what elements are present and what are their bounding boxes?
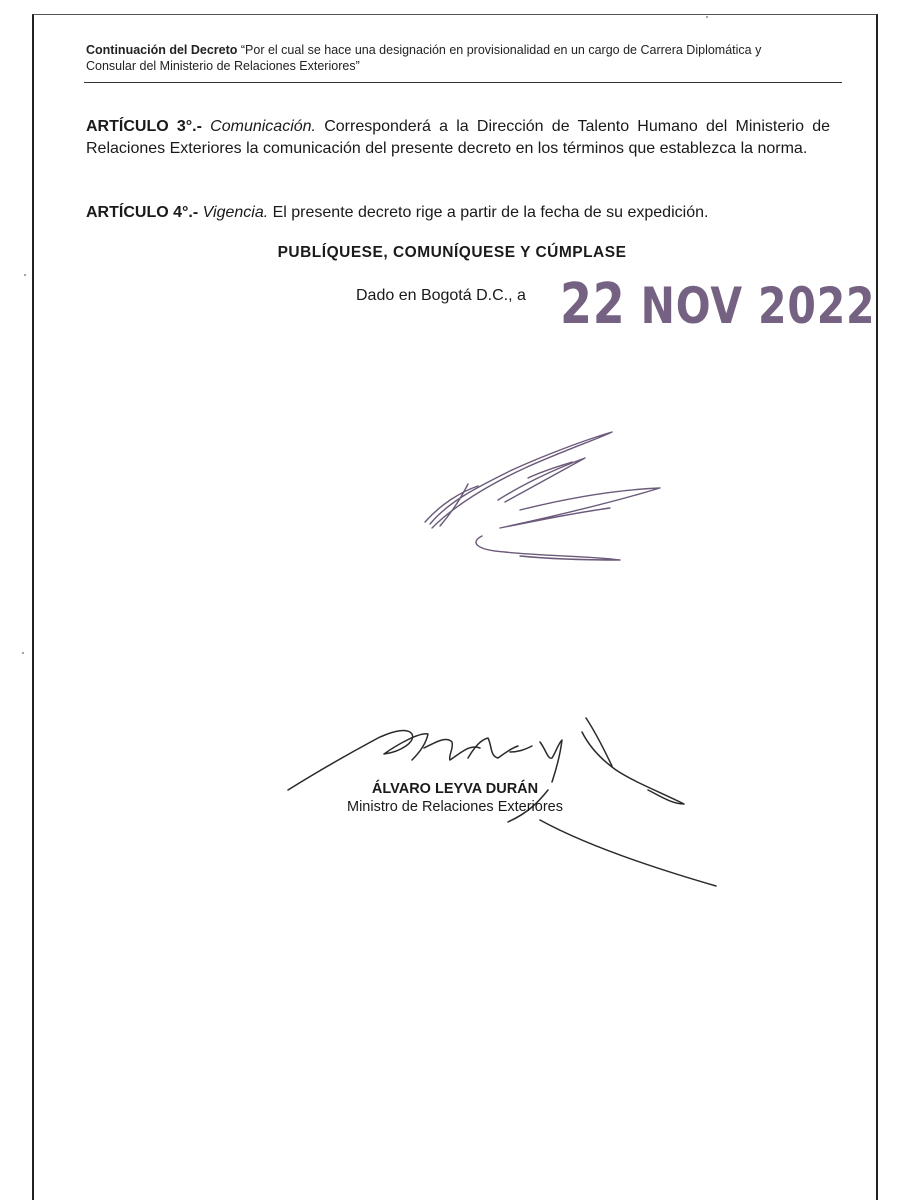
scan-speck (22, 652, 24, 654)
article-4-label: ARTÍCULO 4°.- (86, 204, 199, 221)
header-lead: Continuación del Decreto (86, 43, 238, 57)
article-4-text: El presente decreto rige a partir de la fecha de su expedición. (272, 204, 709, 221)
article-4 (86, 202, 830, 224)
header-title: “Por el cual se hace una designación en provisionalidad en un cargo de Carrera Diplomática y Consular del Ministerio de Relaciones Exteriores” (86, 43, 762, 73)
article-3-text: Corresponderá a la Dirección de Talento Humano del Ministerio de Relaciones Exteriores la comunicación del presente decreto en los términos que establezca la norma. (86, 118, 831, 157)
date-stamp (560, 272, 875, 337)
header-divider (84, 82, 842, 83)
date-stamp-day: 22 (560, 272, 626, 337)
signer-title: Ministro de Relaciones Exteriores (347, 799, 563, 815)
article-3-label: ARTÍCULO 3°.- (86, 118, 202, 135)
signer-name: ÁLVARO LEYVA DURÁN (371, 781, 539, 797)
date-stamp-month-year: NOV 2022 (640, 277, 876, 335)
scan-speck (706, 16, 708, 18)
article-3-heading: Comunicación. (210, 118, 316, 135)
closing-formula: PUBLÍQUESE, COMUNÍQUESE Y CÚMPLASE (277, 244, 627, 261)
scan-speck (24, 274, 26, 276)
page-border (32, 14, 878, 1200)
place-date-line: Dado en Bogotá D.C., a (356, 287, 526, 304)
article-3 (86, 116, 830, 160)
article-4-heading: Vigencia. (202, 204, 269, 221)
decree-header (86, 42, 806, 74)
